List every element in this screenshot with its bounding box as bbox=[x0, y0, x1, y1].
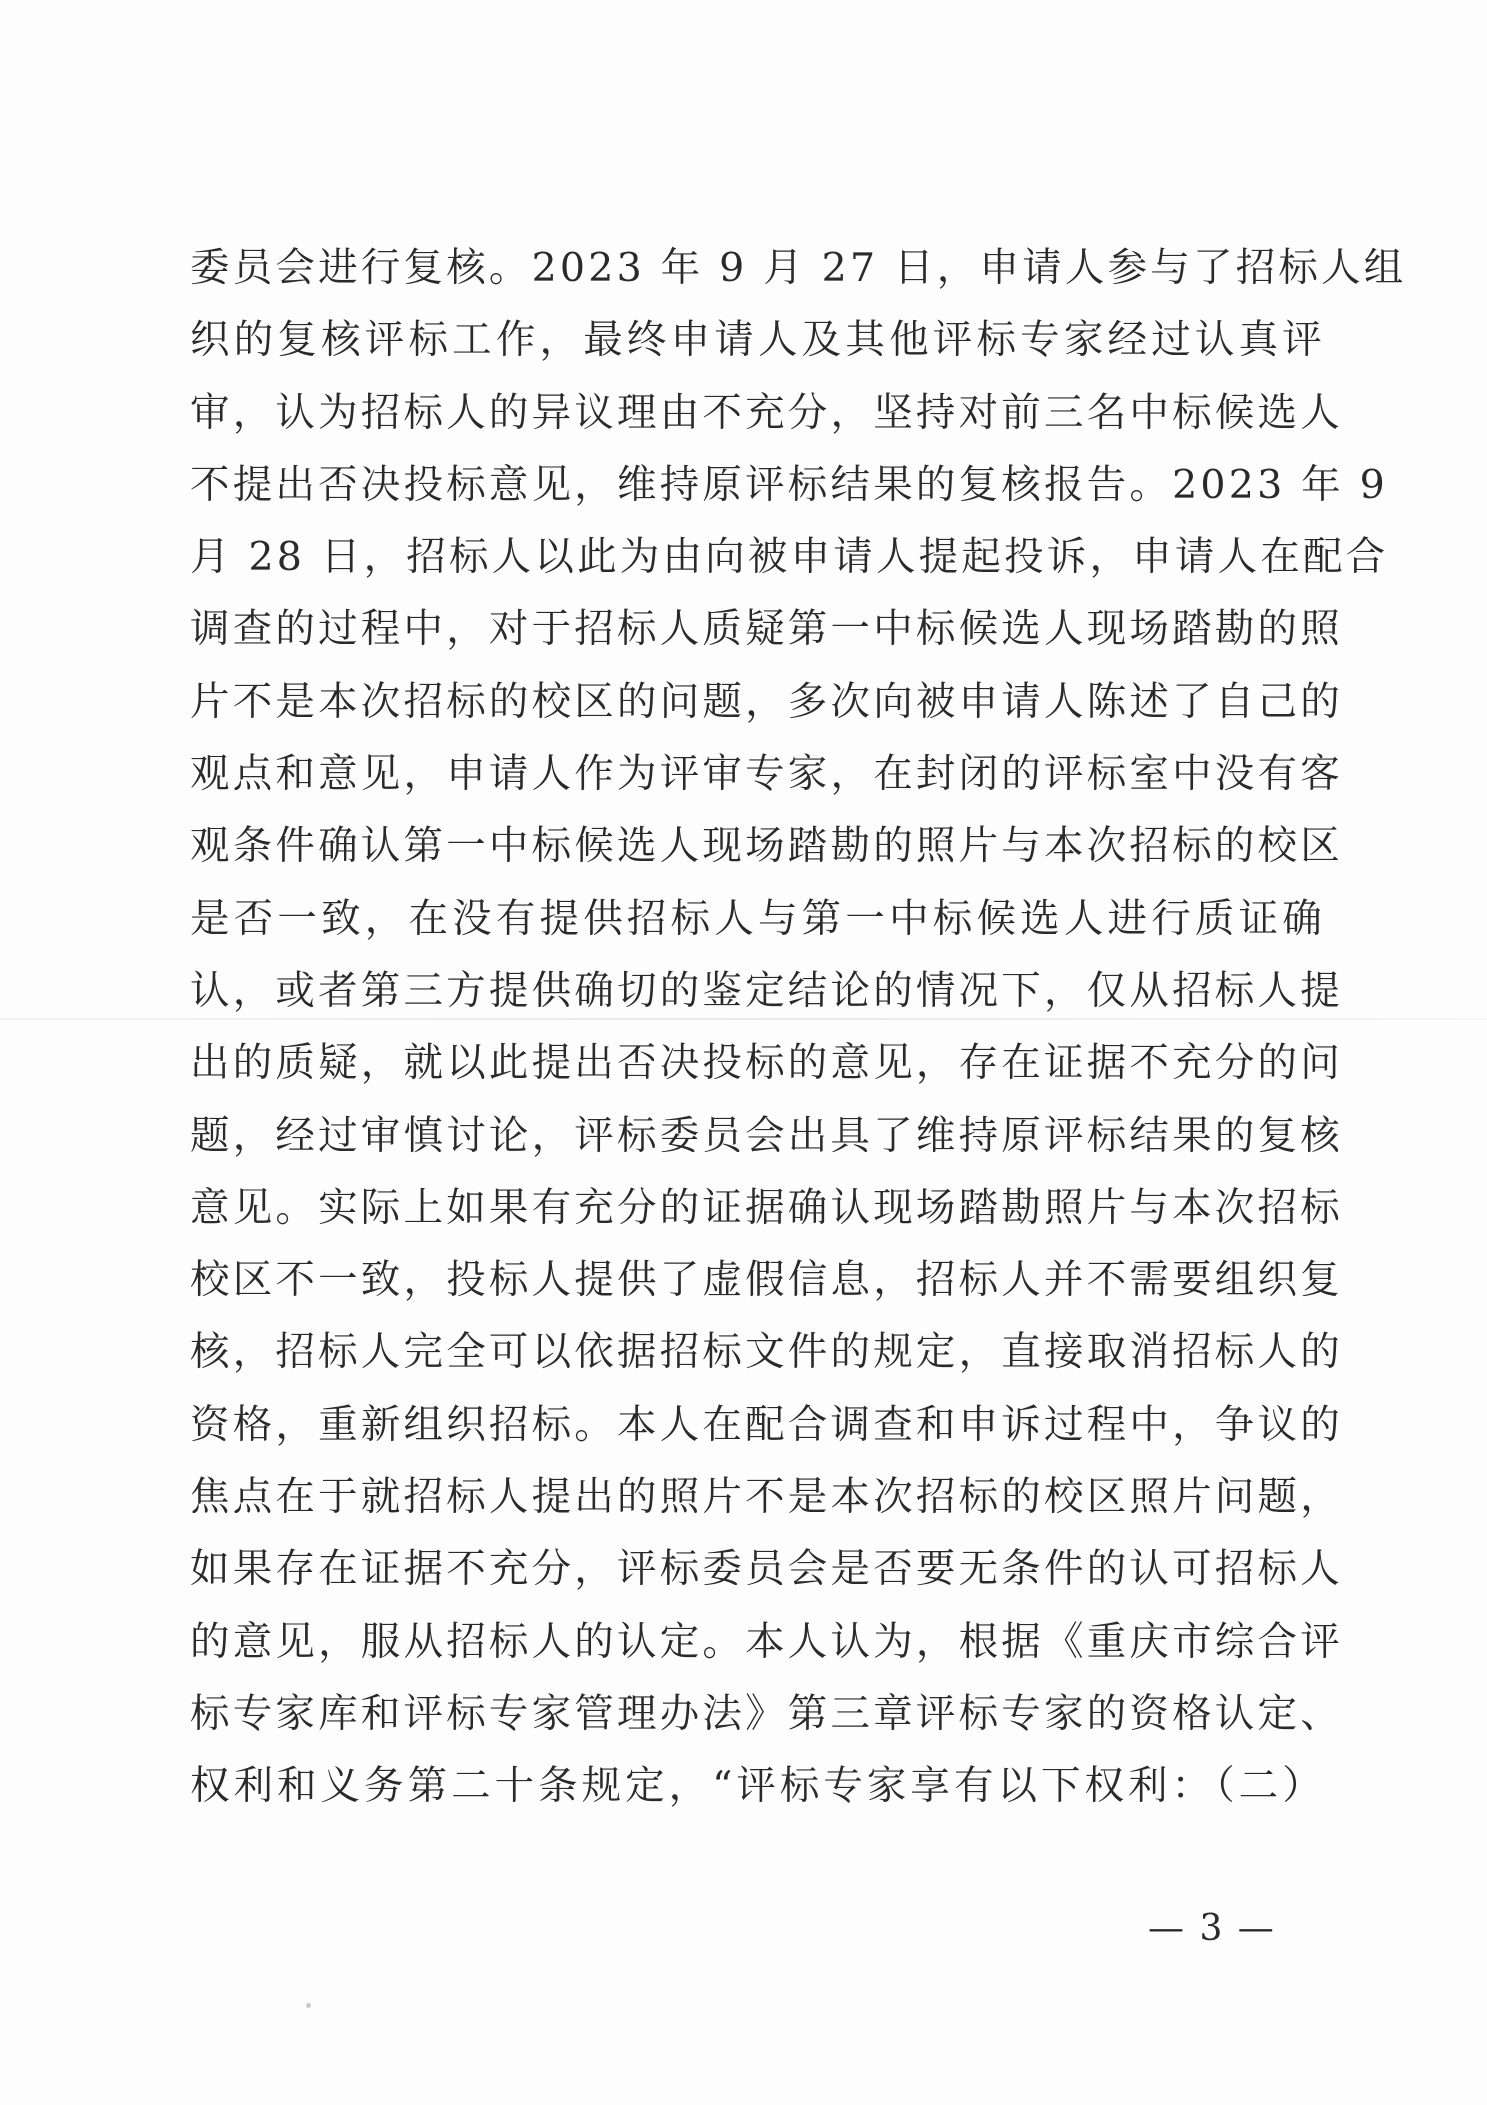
text-line: 焦点在于就招标人提出的照片不是本次招标的校区照片问题， bbox=[190, 1474, 1343, 1521]
text-line: 题，经过审慎讨论，评标委员会出具了维持原评标结果的复核 bbox=[190, 1112, 1343, 1159]
text-line: 观点和意见，申请人作为评审专家，在封闭的评标室中没有客 bbox=[190, 751, 1343, 798]
text-line: 资格，重新组织招标。本人在配合调查和申诉过程中，争议的 bbox=[190, 1401, 1343, 1448]
text-line: 是否一致，在没有提供招标人与第一中标候选人进行质证确 bbox=[190, 895, 1325, 942]
body-text bbox=[190, 240, 1407, 1831]
text-line: 权利和义务第二十条规定，“评标专家享有以下权利：（二） bbox=[190, 1763, 1325, 1810]
text-line: 月 28 日，招标人以此为由向被申请人提起投诉，申请人在配合 bbox=[190, 534, 1389, 581]
text-line: 审，认为招标人的异议理由不充分，坚持对前三名中标候选人 bbox=[190, 389, 1343, 436]
text-line: 织的复核评标工作，最终申请人及其他评标专家经过认真评 bbox=[190, 317, 1325, 364]
text-line: 意见。实际上如果有充分的证据确认现场踏勘照片与本次招标 bbox=[190, 1184, 1343, 1231]
text-line: 观条件确认第一中标候选人现场踏勘的照片与本次招标的校区 bbox=[190, 823, 1343, 870]
text-line: 认，或者第三方提供确切的鉴定结论的情况下，仅从招标人提 bbox=[190, 967, 1343, 1014]
text-line: 委员会进行复核。2023 年 9 月 27 日，申请人参与了招标人组 bbox=[190, 245, 1407, 291]
text-line: 调查的过程中，对于招标人质疑第一中标候选人现场踏勘的照 bbox=[190, 606, 1343, 653]
text-line: 不提出否决投标意见，维持原评标结果的复核报告。2023 年 9 bbox=[190, 461, 1388, 508]
text-line: 核，招标人完全可以依据招标文件的规定，直接取消招标人的 bbox=[190, 1329, 1343, 1376]
text-line: 的意见，服从招标人的认定。本人认为，根据《重庆市综合评 bbox=[190, 1618, 1343, 1665]
text-line: 出的质疑，就以此提出否决投标的意见，存在证据不充分的问 bbox=[190, 1040, 1343, 1087]
text-line: 片不是本次招标的校区的问题，多次向被申请人陈述了自己的 bbox=[190, 678, 1343, 725]
text-line: 校区不一致，投标人提供了虚假信息，招标人并不需要组织复 bbox=[190, 1257, 1343, 1304]
text-line: 如果存在证据不充分，评标委员会是否要无条件的认可招标人 bbox=[190, 1546, 1343, 1593]
scan-speck bbox=[306, 2003, 311, 2008]
page-number: — 3 — bbox=[1148, 1908, 1276, 1949]
text-line: 标专家库和评标专家管理办法》第三章评标专家的资格认定、 bbox=[190, 1690, 1343, 1737]
